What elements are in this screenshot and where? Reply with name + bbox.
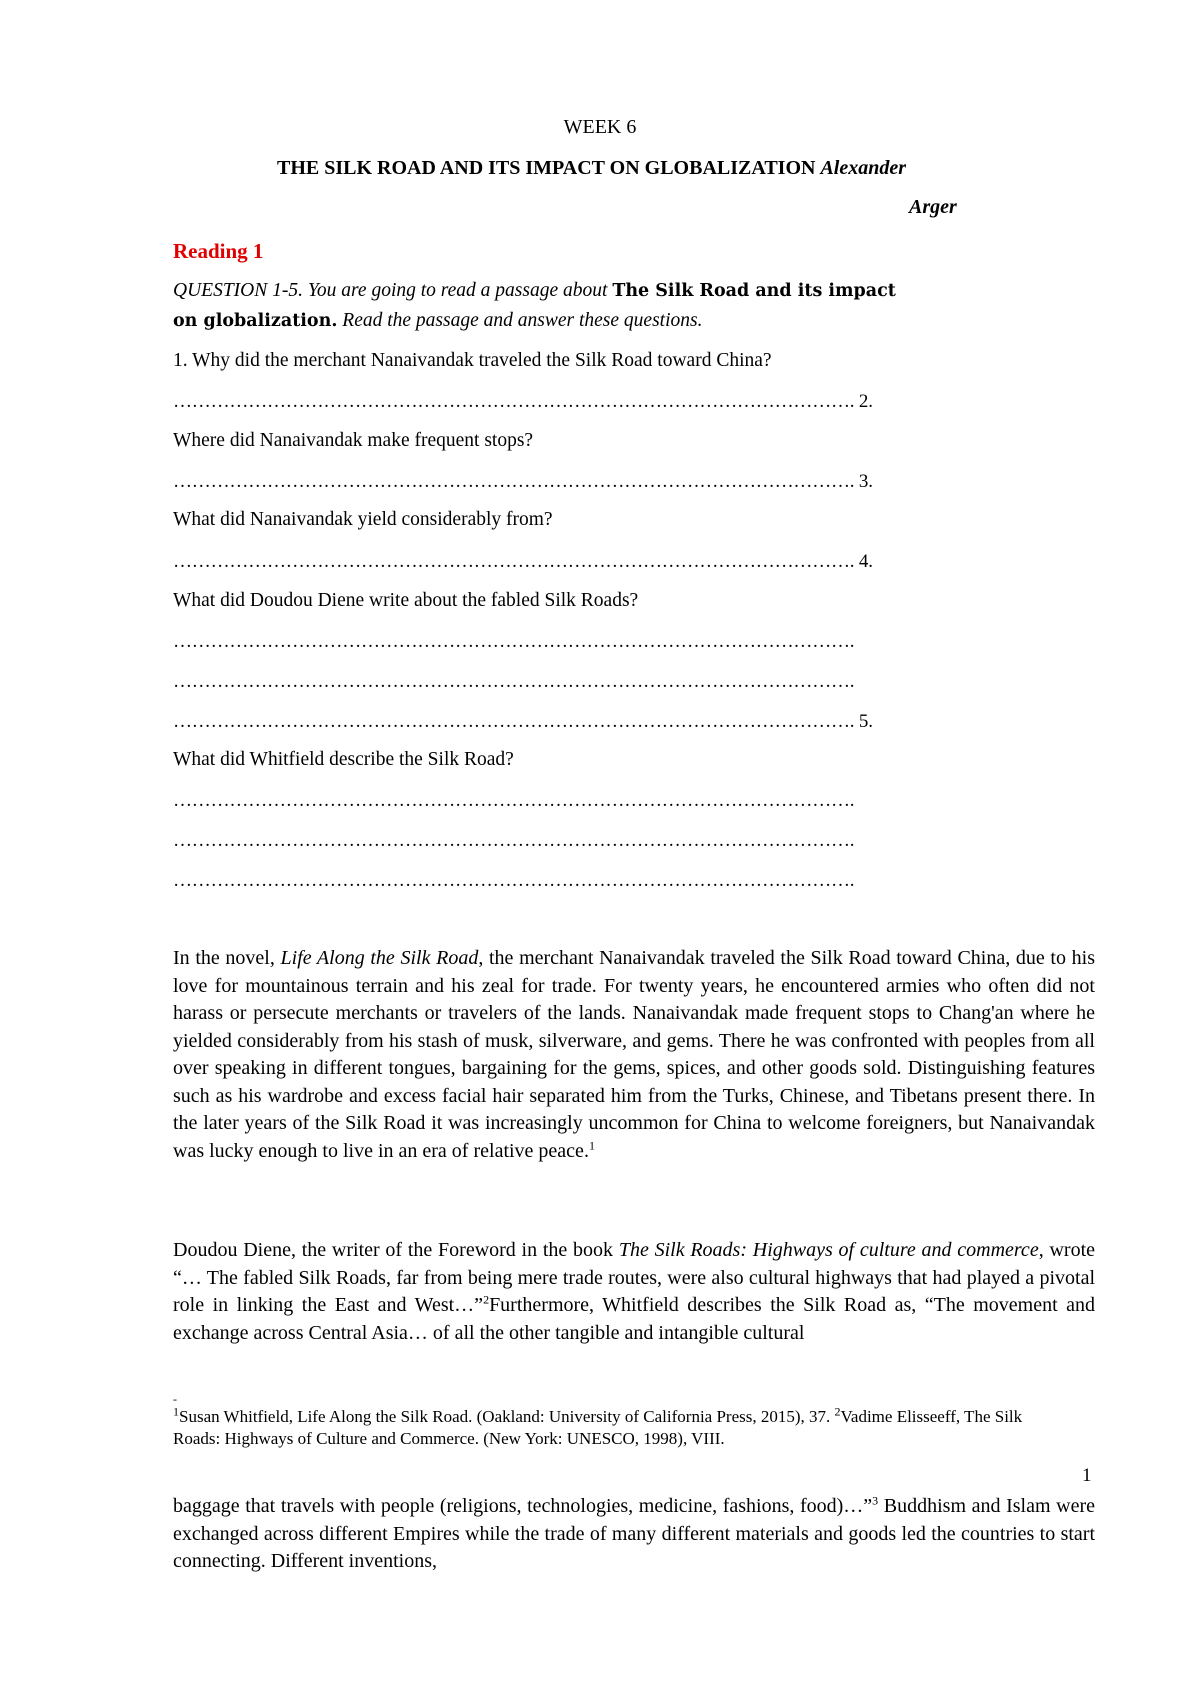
intro-part-d: Read the passage and answer these questions.	[342, 310, 703, 331]
footnote-1-text: Susan Whitfield, Life Along the Silk Road. (Oakland: University of California Press, 2015), 37.	[179, 1407, 835, 1426]
answer-line-5a: ……………………………………………………………………………………………….	[173, 790, 855, 811]
footnote-2-number: 2	[834, 1404, 841, 1419]
question-1: 1. Why did the merchant Nanaivandak traveled the Silk Road toward China?	[173, 350, 772, 371]
p2-text-b: , wrote “… The fabled Silk Roads, far from being mere trade routes, were also cultural highways that had played a pivotal role in linking the East and West…”	[173, 1239, 1095, 1316]
intro-part-b: The Silk Road and its impact	[612, 281, 896, 301]
p2-text-c: Furthermore, Whitfield describes the Silk Road as, “The movement and exchange across Central Asia… of all the other tangible and intangible cultural	[173, 1294, 1096, 1344]
question-5: What did Whitfield describe the Silk Road?	[173, 749, 514, 770]
answer-line-1: ………………………………………………………………………………………………. 2.	[173, 391, 873, 412]
p2-book-title: The Silk Roads: Highways of culture and commerce	[618, 1239, 1039, 1261]
p1-text-b: , the merchant Nanaivandak traveled the Silk Road toward China, due to his love for mountainous terrain and his zeal for trade. For twenty years, he encountered armies who often did not harass or persecute merchants or travelers of the lands. Nanaivandak made frequent stops to Chang'an where he yielded considerably from his stash of musk, silverware, and gems. There he was confronted with peoples from all over speaking in different tongues, bargaining for the gems, spices, and other goods sold. Distinguishing features such as his wardrobe and excess facial hair separated him from the Turks, Chinese, and Tibetans present there. In the later years of the Silk Road it was increasingly uncommon for China to welcome foreigners, but Nanaivandak was lucky enough to live in an era of relative peace.	[173, 947, 1095, 1162]
p3-text-b: Buddhism and Islam were exchanged across different Empires while the trade of many different materials and goods led the countries to start connecting. Different inventions,	[173, 1495, 1095, 1572]
answer-line-2: ………………………………………………………………………………………………. 3.	[173, 471, 873, 492]
answer-line-3: ………………………………………………………………………………………………. 4.	[173, 551, 873, 572]
p2-text-a: Doudou Diene, the writer of the Foreword in the book	[173, 1239, 619, 1261]
question-intro-line-1	[173, 280, 896, 302]
question-intro-line-2	[173, 310, 702, 332]
reading-heading: Reading 1	[173, 239, 264, 263]
answer-line-4b: ……………………………………………………………………………………………….	[173, 671, 855, 692]
answer-line-5b: ……………………………………………………………………………………………….	[173, 830, 855, 851]
footnote-separator: -	[173, 1392, 177, 1406]
question-2: Where did Nanaivandak make frequent stops?	[173, 430, 534, 451]
footnote-ref-2: 2	[483, 1292, 490, 1307]
p3-text-a: baggage that travels with people (religions, technologies, medicine, fashions, food)…”	[173, 1495, 873, 1517]
week-label: WEEK 6	[563, 116, 637, 138]
answer-line-5c: ……………………………………………………………………………………………….	[173, 870, 855, 891]
question-4: What did Doudou Diene write about the fabled Silk Roads?	[173, 590, 639, 611]
author-last-name: Arger	[909, 196, 957, 218]
footnote-ref-3: 3	[872, 1493, 879, 1508]
intro-part-c: on globalization.	[173, 311, 338, 331]
intro-part-a: QUESTION 1-5. You are going to read a passage about	[173, 280, 608, 301]
question-3: What did Nanaivandak yield considerably from?	[173, 509, 553, 530]
footnote-2-text: Vadime Elisseeff, The Silk Roads: Highways of Culture and Commerce. (New York: UNESCO, 1998), VIII.	[173, 1407, 1023, 1448]
passage-paragraph-2	[173, 1237, 1095, 1347]
document-title	[277, 157, 906, 180]
passage-paragraph-3	[173, 1493, 1095, 1576]
author-first-name: Alexander	[820, 157, 906, 179]
footnote-ref-1: 1	[588, 1137, 595, 1152]
title-text: THE SILK ROAD AND ITS IMPACT ON GLOBALIZATION	[277, 157, 816, 179]
page-number: 1	[1082, 1465, 1092, 1486]
p1-text-a: In the novel,	[173, 947, 281, 969]
footnotes	[173, 1406, 1053, 1450]
p1-book-title: Life Along the Silk Road	[280, 947, 479, 969]
answer-line-4a: ……………………………………………………………………………………………….	[173, 631, 855, 652]
passage-paragraph-1	[173, 945, 1095, 1165]
answer-line-4c: ………………………………………………………………………………………………. 5.	[173, 711, 873, 732]
footnote-1-number: 1	[173, 1404, 179, 1419]
